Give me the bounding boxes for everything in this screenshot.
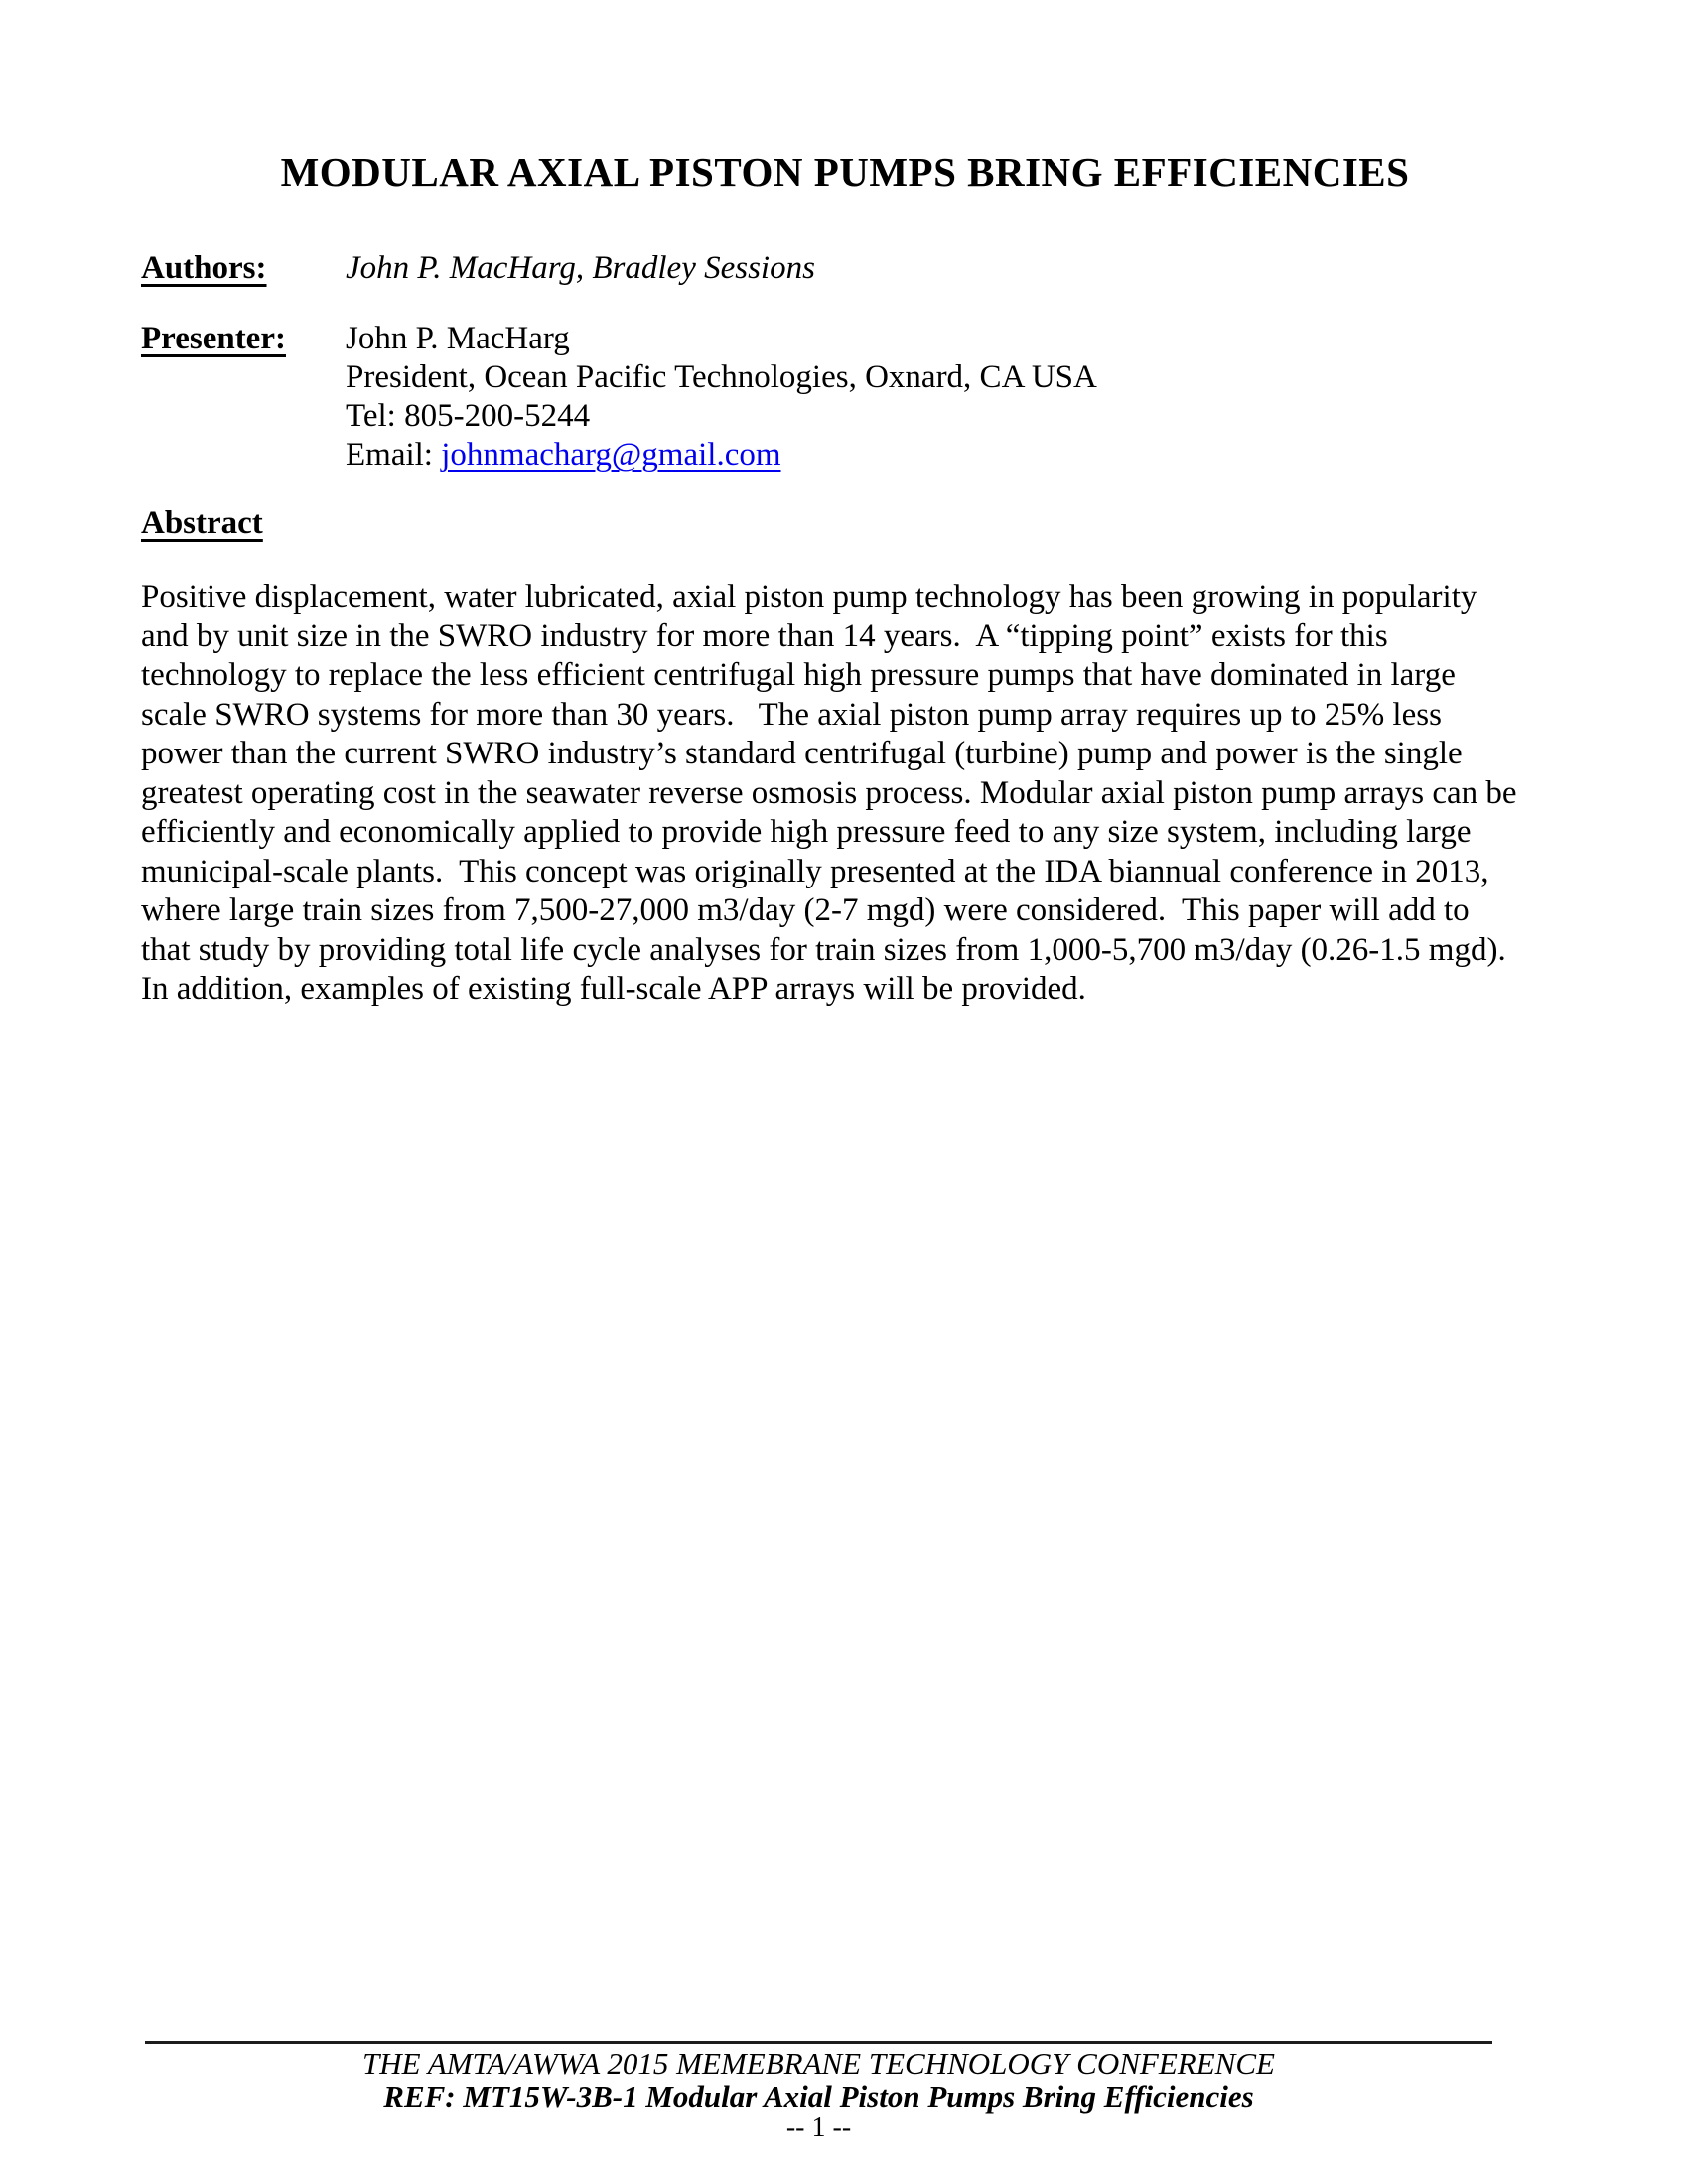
abstract-paragraph <box>141 578 1549 1010</box>
email-link[interactable]: johnmacharg@gmail.com <box>441 437 781 474</box>
presenter-details <box>346 320 1097 475</box>
page-title: MODULAR AXIAL PISTON PUMPS BRING EFFICIENCIES <box>280 149 1410 195</box>
presenter-label: Presenter: <box>141 321 286 357</box>
footer-page-number: -- 1 -- <box>785 2113 852 2143</box>
presenter-name: John P. MacHarg <box>346 321 570 357</box>
abstract-line: municipal-scale plants. This concept was originally presented at the IDA biannual conference in 2013, <box>141 853 1489 889</box>
presenter-affiliation: President, Ocean Pacific Technologies, Oxnard, CA USA <box>346 359 1097 396</box>
abstract-line: and by unit size in the SWRO industry for more than 14 years. A “tipping point” exists for this <box>141 617 1388 654</box>
abstract-line: technology to replace the less efficient centrifugal high pressure pumps that have dominated in large <box>141 657 1456 694</box>
abstract-heading: Abstract <box>141 505 263 542</box>
presenter-row <box>141 320 1549 475</box>
abstract-line: scale SWRO systems for more than 30 years. The axial piston pump array requires up to 25% less <box>141 696 1442 733</box>
abstract-line: greatest operating cost in the seawater reverse osmosis process. Modular axial piston pump arrays can be <box>141 774 1517 811</box>
authors-value: John P. MacHarg, Bradley Sessions <box>346 250 815 287</box>
document-content <box>0 0 1688 1010</box>
presenter-email-line <box>346 436 1097 475</box>
footer-reference: REF: MT15W-3B-1 Modular Axial Piston Pumps Bring Efficiencies <box>383 2079 1254 2114</box>
page-footer <box>145 2041 1492 2143</box>
authors-label: Authors: <box>141 250 267 287</box>
abstract-line: where large train sizes from 7,500-27,000 m3/day (2-7 mgd) were considered. This paper will add to <box>141 892 1470 929</box>
footer-conference: THE AMTA/AWWA 2015 MEMEBRANE TECHNOLOGY CONFERENCE <box>362 2046 1275 2081</box>
abstract-line: efficiently and economically applied to provide high pressure feed to any size system, including large <box>141 814 1472 851</box>
abstract-line: In addition, examples of existing full-scale APP arrays will be provided. <box>141 971 1086 1008</box>
presenter-phone: Tel: 805-200-5244 <box>346 398 591 435</box>
authors-row <box>141 249 1549 288</box>
abstract-line: Positive displacement, water lubricated, axial piston pump technology has been growing in popularity <box>141 579 1477 615</box>
abstract-line: that study by providing total life cycle analyses for train sizes from 1,000-5,700 m3/day (0.26-1.5 mgd). <box>141 931 1506 968</box>
email-label: Email: <box>346 437 442 474</box>
abstract-line: power than the current SWRO industry’s standard centrifugal (turbine) pump and power is the single <box>141 736 1463 772</box>
